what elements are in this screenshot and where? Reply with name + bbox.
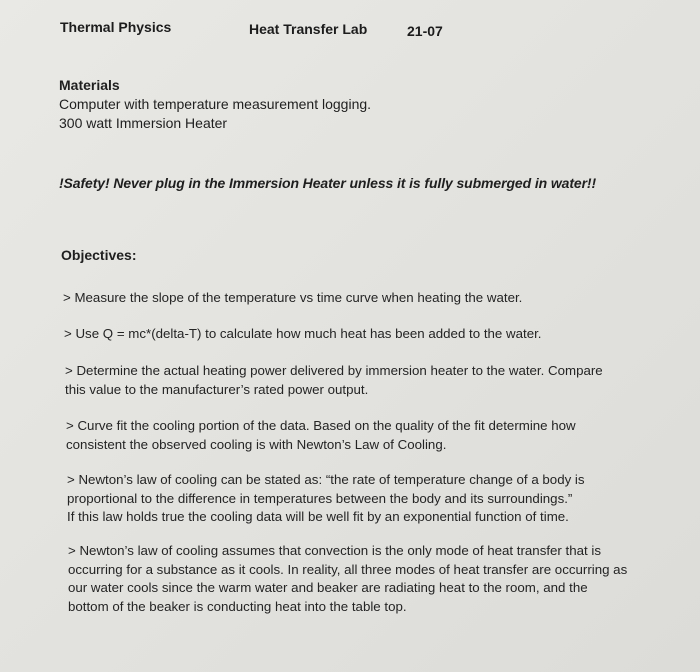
objective-line: > Curve fit the cooling portion of the data. Based on the quality of the fit determine how [66, 418, 576, 433]
objective-line: this value to the manufacturer’s rated power output. [65, 381, 369, 397]
objective-line: occurring for a substance as it cools. In reality, all three modes of heat transfer are occurring as [68, 561, 628, 577]
lab-number: 21-07 [407, 23, 443, 39]
objective-item [64, 325, 541, 344]
objective-line: our water cools since the warm water and beaker are radiating heat to the room, and the [68, 580, 588, 595]
objectives-heading: Objectives: [61, 247, 137, 263]
materials-heading: Materials [59, 77, 120, 93]
lab-title: Heat Transfer Lab [249, 21, 368, 37]
objective-line: proportional to the difference in temperatures between the body and its surroundings.” [67, 490, 573, 506]
materials-item: 300 watt Immersion Heater [59, 115, 228, 131]
objective-item [66, 417, 576, 454]
objective-line: If this law holds true the cooling data will be well fit by an exponential function of time. [67, 509, 569, 524]
objective-line: > Use Q = mc*(delta-T) to calculate how much heat has been added to the water. [64, 326, 542, 341]
objective-item [68, 542, 627, 616]
objective-item [65, 362, 603, 399]
objective-item [67, 471, 585, 527]
objective-line: > Determine the actual heating power delivered by immersion heater to the water. Compare [65, 363, 603, 378]
objective-line: consistent the observed cooling is with Newton’s Law of Cooling. [66, 436, 447, 452]
objective-line: > Newton’s law of cooling can be stated as: “the rate of temperature change of a body is [67, 472, 585, 487]
objective-line: bottom of the beaker is conducting heat into the table top. [68, 598, 407, 614]
course-title: Thermal Physics [60, 19, 172, 35]
materials-section [59, 76, 371, 133]
objective-line: > Newton’s law of cooling assumes that convection is the only mode of heat transfer that is [68, 543, 602, 558]
objective-item [63, 289, 522, 308]
safety-warning: !Safety! Never plug in the Immersion Heater unless it is fully submerged in water!! [59, 175, 597, 191]
materials-item: Computer with temperature measurement logging. [59, 96, 372, 112]
objective-line: > Measure the slope of the temperature vs time curve when heating the water. [63, 290, 523, 305]
